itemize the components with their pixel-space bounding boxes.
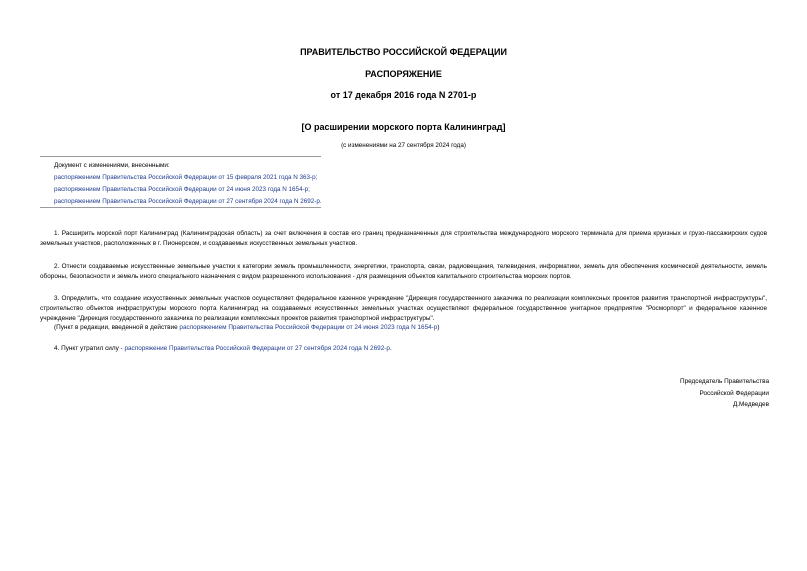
signature-name: Д.Медведев: [732, 401, 769, 408]
document-date: от 17 декабря 2016 года N 2701-р: [330, 90, 477, 100]
government-heading: ПРАВИТЕЛЬСТВО РОССИЙСКОЙ ФЕДЕРАЦИИ: [300, 47, 507, 57]
note-link-2023[interactable]: распоряжением Правительства Российской Федерации от 24 июня 2023 года N 1654-р: [179, 324, 438, 331]
divider-top: [40, 156, 321, 157]
paragraph-3-note: [54, 323, 767, 333]
p4-prefix: 4. Пункт утратил силу -: [54, 345, 125, 352]
document-type: РАСПОРЯЖЕНИЕ: [365, 69, 442, 79]
divider-bottom: [40, 207, 321, 208]
p4-suffix: .: [389, 345, 392, 352]
signature-government: Российской Федерации: [699, 389, 769, 397]
p4-link-2024[interactable]: распоряжение Правительства Российской Федерации от 27 сентября 2024 года N 2692-р: [124, 345, 390, 352]
amendment-link-2024[interactable]: распоряжением Правительства Российской Федерации от 27 сентября 2024 года N 2692-р.: [54, 198, 322, 205]
paragraph-3: 3. Определить, что создание искусственных земельных участков осуществляет федеральное казенное учреждение "Дирекция государственного заказчика по реализации комплексных проектов развития транспортной инфраструктуры", строительство объектов инфраструктуры морского порта Калининград на создаваемых искусственных земельных участках осуществляют федеральное государственное унитарное предприятие "Росморпорт" и федеральное казенное учреждение "Дирекция государственного заказчика по реализации комплексных проектов развития транспортной инфраструктуры".: [40, 295, 767, 322]
document-title: [О расширении морского порта Калининград]: [301, 122, 506, 132]
paragraph-2: 2. Отнести создаваемые искусственные земельные участки к категории земель промышленности, энергетики, транспорта, связи, радиовещания, телевидения, информатики, земель для обеспечения космической деятельности, земель обороны, безопасности и земель иного специального назначения с видом разрешенного использования - для размещения объектов капитального строительства морских портов.: [40, 263, 767, 280]
amendment-link-2023[interactable]: распоряжением Правительства Российской Федерации от 24 июня 2023 года N 1654-р;: [54, 186, 310, 193]
paragraph-4: [54, 344, 767, 354]
signature-block: [680, 376, 769, 411]
note-prefix: (Пункт в редакции, введенной в действие: [54, 324, 180, 331]
note-suffix: ): [437, 324, 440, 331]
paragraph-1: 1. Расширить морской порт Калининград (Калининградская область) за счет включения в состав его границ предназначенных для строительства международного морского терминала для приема круизных и грузо-пассажирских судов земельных участков, расположенных в г. Пионерском, и создаваемых искусственных земельных участков.: [40, 230, 767, 247]
amendments-list: [54, 160, 322, 208]
amendments-intro: Документ с изменениями, внесенными:: [54, 162, 170, 169]
amendment-date-note: (с изменениями на 27 сентября 2024 года): [341, 142, 466, 149]
signature-position: Председатель Правительства: [680, 378, 769, 385]
amendment-link-2021[interactable]: распоряжением Правительства Российской Федерации от 15 февраля 2021 года N 363-р;: [54, 174, 318, 181]
